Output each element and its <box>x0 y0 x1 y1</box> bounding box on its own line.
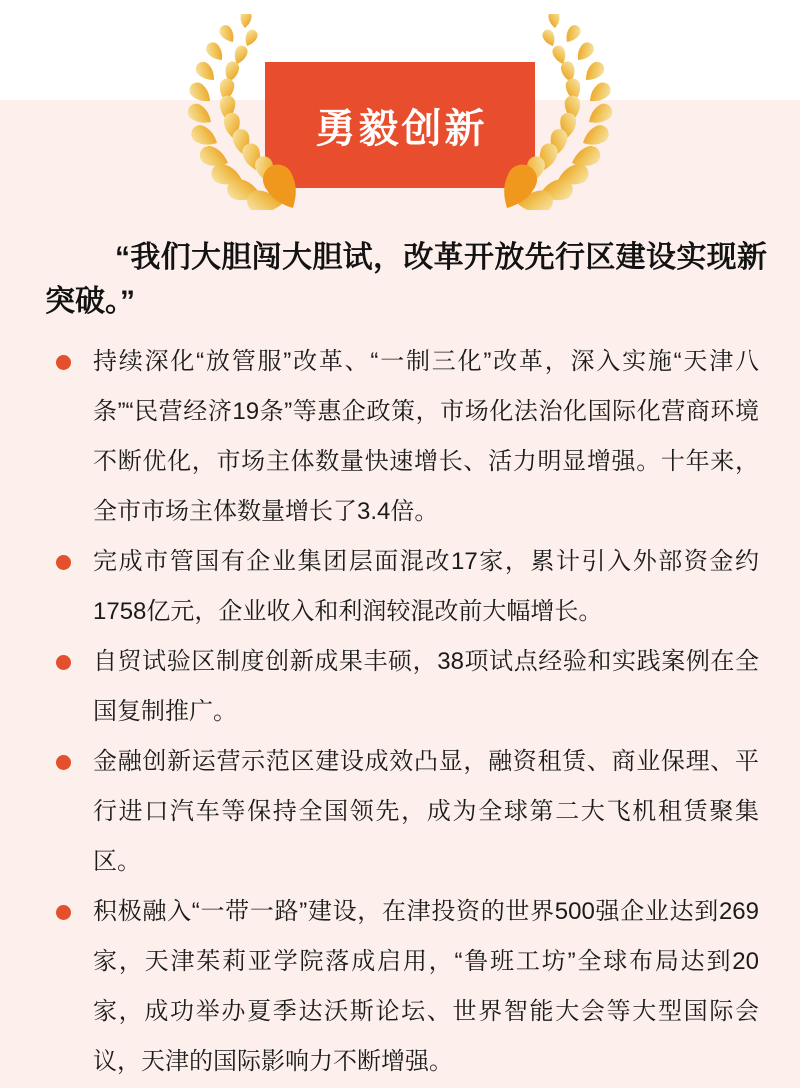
list-item-text: 持续深化“放管服”改革、“一制三化”改革，深入实施“天津八条”“民营经济19条”等惠企政策，市场化法治化国际化营商环境不断优化，市场主体数量快速增长、活力明显增强。十年来，全市市场主体数量增长了3.4倍。 <box>93 348 759 525</box>
list-item <box>45 337 759 537</box>
list-item <box>45 537 759 637</box>
banner-title: 勇毅创新 <box>315 106 488 151</box>
laurel-wreath-right-icon <box>487 14 617 210</box>
header <box>0 0 800 212</box>
laurel-wreath-left-icon <box>183 14 313 210</box>
highlights-list <box>45 337 759 1087</box>
list-item-text: 完成市管国有企业集团层面混改17家，累计引入外部资金约1758亿元，企业收入和利润较混改前大幅增长。 <box>93 548 759 625</box>
list-item-text: 金融创新运营示范区建设成效凸显，融资租赁、商业保理、平行进口汽车等保持全国领先，成为全球第二大飞机租赁聚集区。 <box>93 748 759 875</box>
list-item-text: 自贸试验区制度创新成果丰硕，38项试点经验和实践案例在全国复制推广。 <box>93 648 759 725</box>
pull-quote: “我们大胆闯大胆试，改革开放先行区建设实现新突破。” <box>45 241 767 318</box>
list-item <box>45 737 759 887</box>
list-item-text: 积极融入“一带一路”建设，在津投资的世界500强企业达到269家，天津茱莉亚学院落成启用，“鲁班工坊”全球布局达到20家，成功举办夏季达沃斯论坛、世界智能大会等大型国际会议，天津的国际影响力不断增强。 <box>93 898 759 1075</box>
bullet-dot-icon <box>56 905 71 920</box>
list-item <box>45 887 759 1087</box>
bullet-dot-icon <box>56 655 71 670</box>
bullet-dot-icon <box>56 355 71 370</box>
bullet-dot-icon <box>56 755 71 770</box>
list-item <box>45 637 759 737</box>
bullet-dot-icon <box>56 555 71 570</box>
